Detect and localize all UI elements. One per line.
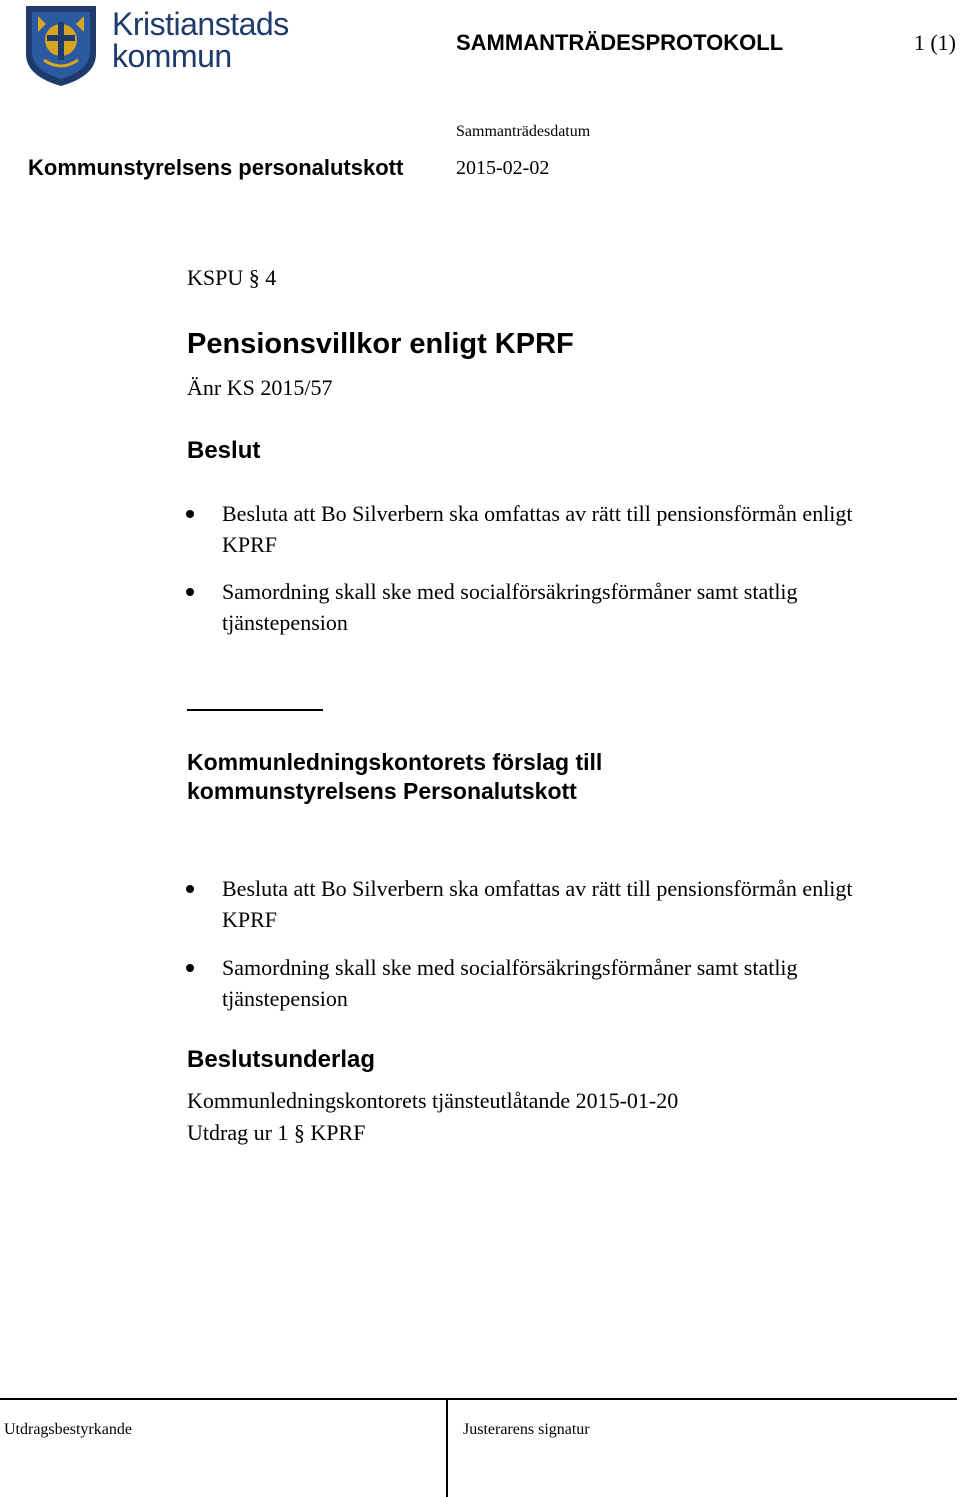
page-number: 1 (1) — [913, 30, 956, 55]
footer-divider — [446, 1398, 448, 1497]
bullet-icon — [186, 510, 194, 518]
bullet-icon — [186, 964, 194, 972]
committee-name: Kommunstyrelsens personalutskott — [28, 155, 404, 180]
bullet-icon — [186, 588, 194, 596]
diary-number: Änr KS 2015/57 — [187, 375, 333, 400]
item-title: Pensionsvillkor enligt KPRF — [187, 328, 574, 360]
logo-text-line1: Kristianstads — [112, 6, 289, 42]
basis-line: Utdrag ur 1 § KPRF — [187, 1120, 366, 1145]
signature-label: Justerarens signatur — [463, 1421, 590, 1438]
coat-of-arms-icon — [22, 2, 100, 88]
bullet-icon — [186, 885, 194, 893]
basis-line: Kommunledningskontorets tjänsteutlåtande 2015-01-20 — [187, 1088, 679, 1113]
list-item: Samordning skall ske med socialförsäkringsförmåner samt statlig tjänstepension — [222, 955, 798, 1011]
meeting-date-label: Sammanträdesdatum — [456, 123, 591, 140]
section-separator — [187, 709, 323, 711]
item-id: KSPU § 4 — [187, 265, 277, 290]
logo-text-line2: kommun — [112, 38, 232, 74]
proposal-heading: Kommunledningskontorets förslag till kommunstyrelsens Personalutskott — [187, 749, 603, 804]
meeting-date: 2015-02-02 — [456, 157, 550, 179]
basis-heading: Beslutsunderlag — [187, 1046, 376, 1073]
footer-rule — [0, 1398, 957, 1400]
list-item: Samordning skall ske med socialförsäkringsförmåner samt statlig tjänstepension — [222, 579, 798, 635]
decision-heading: Beslut — [187, 437, 261, 464]
list-item: Besluta att Bo Silverbern ska omfattas av rätt till pensionsförmån enligt KPRF — [222, 501, 853, 557]
list-item: Besluta att Bo Silverbern ska omfattas av rätt till pensionsförmån enligt KPRF — [222, 876, 853, 932]
certification-label: Utdragsbestyrkande — [4, 1421, 132, 1438]
document-type: SAMMANTRÄDESPROTOKOLL — [456, 30, 784, 55]
